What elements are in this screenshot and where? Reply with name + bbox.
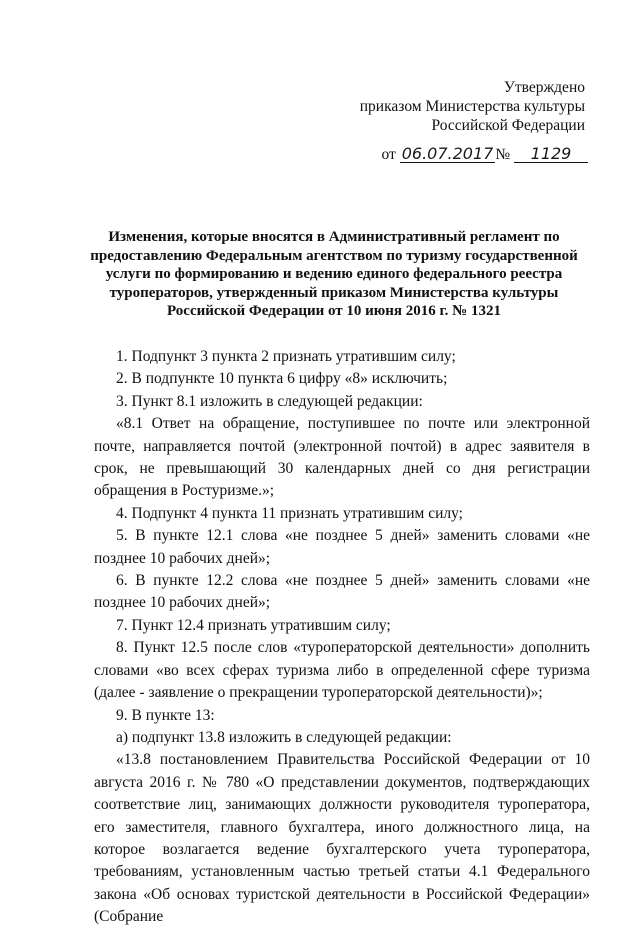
- title-line: Изменения, которые вносятся в Административный регламент по: [108, 229, 560, 245]
- paragraph: 2. В подпункте 10 пункта 6 цифру «8» исключить;: [116, 370, 448, 388]
- document-body: [94, 346, 590, 929]
- paragraph: 5. В пункте 12.1 слова «не позднее 5 дней» заменить словами «не позднее 10 рабочих дней»;: [94, 527, 590, 567]
- order-date-number: [382, 146, 588, 164]
- order-number: 1129: [514, 146, 588, 163]
- order-date: 06.07.2017: [401, 144, 494, 163]
- approval-line: Утверждено: [503, 79, 585, 96]
- paragraph: «13.8 постановлением Правительства Российской Федерации от 10 августа 2016 г. № 780 «О представлении документов, подтверждающих соответствие лиц, занимающих должности руководителя туроператора, его заместителя, главного бухгалтера, иного должностного лица, на которое возлагается ведение бухгалтерского учета туроператора, требованиям, установленным частью третьей статьи 4.1 Федерального закона «Об основах туристской деятельности в Российской Федерации» (Собрание: [94, 751, 590, 926]
- title-line: туроператоров, утвержденный приказом Министерства культуры: [109, 284, 559, 301]
- approval-stamp: [360, 78, 585, 135]
- paragraph: «8.1 Ответ на обращение, поступившее по почте или электронной почте, направляется почтой (электронной почтой) в адрес заявителя в срок, не превышающий 30 календарных дней со дня регистрации обращения в Ростуризме.»;: [94, 415, 590, 500]
- order-number-sign: №: [495, 146, 511, 163]
- paragraph: 3. Пункт 8.1 изложить в следующей редакции:: [116, 392, 423, 410]
- paragraph: а) подпункт 13.8 изложить в следующей редакции:: [116, 728, 452, 746]
- title-line: услуги по формированию и ведению единого федерального реестра: [105, 266, 563, 282]
- paragraph: 7. Пункт 12.4 признать утратившим силу;: [116, 616, 391, 634]
- paragraph: 6. В пункте 12.2 слова «не позднее 5 дней» заменить словами «не позднее 10 рабочих дней»;: [94, 572, 590, 612]
- title-line: Российской Федерации от 10 июня 2016 г. № 1321: [167, 303, 501, 319]
- document-title: [88, 228, 580, 321]
- title-line: предоставлению Федеральным агентством по туризму государственной: [90, 247, 578, 264]
- paragraph: 4. Подпункт 4 пункта 11 признать утратившим силу;: [116, 504, 463, 522]
- approval-line: приказом Министерства культуры: [359, 98, 585, 115]
- paragraph: 9. В пункте 13:: [116, 706, 215, 724]
- paragraph: 8. Пункт 12.5 после слов «туроператорской деятельности» дополнить словами «во всех сферах туризма либо в определенной сфере туризма (далее - заявление о прекращении туроператорской деятельности)»;: [94, 639, 590, 702]
- paragraph: 1. Подпункт 3 пункта 2 признать утратившим силу;: [116, 348, 456, 365]
- order-prefix: от: [381, 146, 396, 163]
- approval-line: Российской Федерации: [431, 117, 585, 134]
